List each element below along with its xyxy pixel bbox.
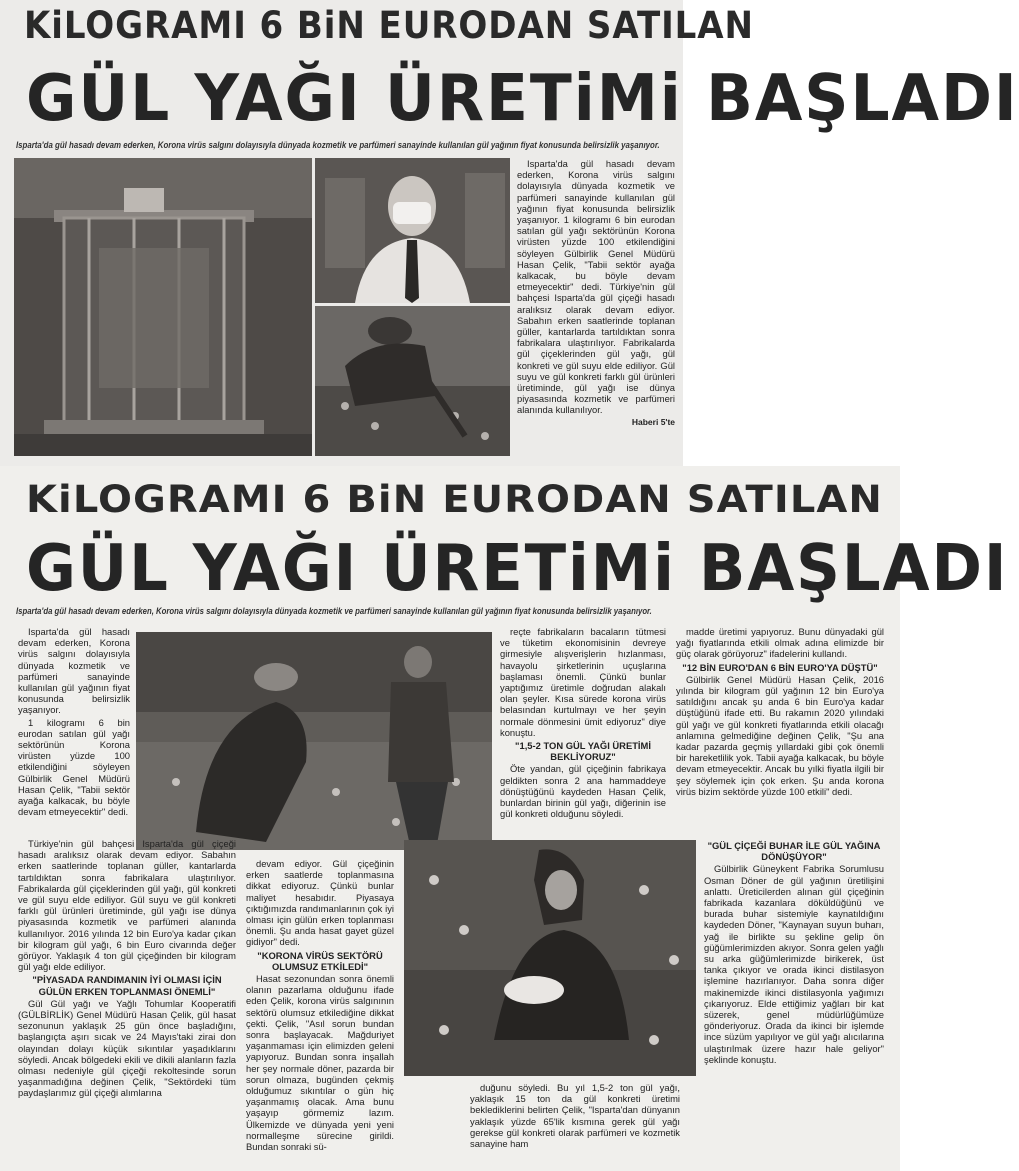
clip2-column-4-lower [704, 838, 884, 1170]
distillation-vessel-photo [14, 158, 312, 456]
clip2-col2-para1: devam ediyor. Gül çiçeğinin erken saatlerde toplanmasına dikkat ediyoruz. Çünkü bunlar maliyet hesabıdır. Piyasaya çıktığımızda randımanlarının çok iyi olması için gülün erken toplanması önemli. Şu anda hasat gayet güzel gidiyor" dedi. [246, 858, 394, 948]
clip2-col1-intro: Isparta'da gül hasadı devam ederken, Korona virüs salgını dolayısıyla dünyada kozmetik ve parfümeri sanayinde kullanılan gül yağının fiyat konusunda belirsizlik yaşanıyor. [18, 626, 130, 716]
clip2-col1-para4: Gül Gül yağı ve Yağlı Tohumlar Kooperatifi (GÜLBİRLİK) Genel Müdürü Hasan Çelik, gül hasat sezonunun yaklaşık 25 gün önce başladığını, başlangıçta aşırı sıcak ve 24 Mayıs'taki zirai don olayından dolayı küçük sıkıntılar yaşadıklarını söyledi. Ancak bölgedeki ekili ve dikili alanların fazla olması nedeniyle gül çiçeği rekoltesinde sorun yaşanmadığına değinen Çelik, "Sektördeki tüm paydaşlarımız gül çiçeği alımlarına [18, 997, 236, 1099]
summary-1: Isparta'da gül hasadı devam ederken, Korona virüs salgını dolayısıyla dünyada kozmetik ve parfümeri sanayinde kullanılan gül yağının fiyat konusunda belirsizlik yaşanıyor. [16, 140, 660, 151]
clip2-col3-para3: duğunu söyledi. Bu yıl 1,5-2 ton gül yağı, yaklaşık 15 ton da gül konkreti üretimi beklediklerini belirten Çelik, "Isparta'dan dünyanın yaklaşık yüzde 65'lik kısmına gerek gül yağı gerekse gül konkreti olarak parfümeri ve kozmetik sanayine ham [470, 1082, 680, 1150]
clip2-col4-para2: Gülbirlik Genel Müdürü Hasan Çelik, 2016 yılında bir kilogram gül yağının 12 bin Euro'ya satıldığını ancak şu anda 6 bin Euro'ya kadar düştüğünü ifade etti. Bu rakamın 2020 yılındaki gül yağı ve gül konkreti fiyatlarında etkili olacağı anlamına gelmediğine değinen Çelik, "Şu ana kadar pazarda geçmiş yıllardaki gibi çok önemli bir hareketlilik yok. Tabii ayağa kalkacak, bu böyle devam etmeyecektir. Ancak bu yılki fiyatla ilgili bir şey söylemek için çok erken. Şu anda korona virüs bizim sektörde yüzde 100 etkili" dedi. [676, 673, 884, 797]
clip2-column-4 [676, 626, 884, 836]
subhead-korona: "KORONA VİRÜS SEKTÖRÜ OLUMSUZ ETKİLEDİ" [257, 949, 383, 972]
kicker-1: KiLOGRAMI 6 BiN EURODAN SATILAN [24, 4, 754, 47]
clip2-col4-para3: Gülbirlik Güneykent Fabrika Sorumlusu Osman Döner de gül yağının üretilişini anlattı. Üreticilerden alınan gül çiçeğinin fabrikada kazanlara döküldüğünü ve burada buhar sistemiyle kaynatıldığını kaydeden Döner, "Kaynayan suyun buharı, yağ ile birlikte su şekline gelip ön güğümlerimizden akıyor. Sonra gelen yağlı su arka güğümlerimizde birikerek, üst tanka çıkıyor ve orada ikinci distilasyon işlemine hazırlanıyor. Daha sonra diğer makinemizde ikinci distilasyonla yağımızı çıkarıyoruz. Elde ettiğimiz yağları bir kat süzerek, genel müdürlüğümüze gönderiyoruz. Orada da ikinci bir işlemde ince süzüm yapılıyor ve gül yağı alıcılarına ulaştırılmak üzere hazır hale geliyor" şeklinde konuştu. [704, 863, 884, 1065]
clip1-body-text: Isparta'da gül hasadı devam ederken, Korona virüs salgını dolayısıyla dünyada kozmetik ve parfümeri sanayinde kullanılan gül yağının fiyat konusunda belirsizlik yaşanıyor. 1 kilogramı 6 bin eurodan satılan gül yağı sektörünün Korona virüsten yüzde 100 etkilendiğini söyleyen Gülbirlik Genel Müdürü Hasan Çelik, "Tabii sektör ayağa kalkacak, bu böyle devam etmeyecektir" dedi. Türkiye'nin gül bahçesi Isparta'da gül çiçeği hasadı aralıksız olarak devam ediyor. Sabahın erken saatlerinde toplanan güller, kantarlarda tartıldıktan sonra fabrikalara ulaştırılıyor. Fabrikalarda gül çiçeklerinden gül yağı, gül konkreti ve gül suyu elde ediliyor. Gül suyu ve gül konkreti farklı gül ürünleri üretiminde, gül yağı ise dünya piyasasında kozmetik ve parfümeri alanında kullanılıyor. [517, 158, 675, 416]
clip2-col2-para2: Hasat sezonundan sonra önemli olanın pazarlama olduğunu ifade eden Çelik, korona virüs salgınının sektörü olumsuz etkilediğine dikkat çekti. Çelik, "Asıl sorun bundan sonra başlayacak. Mağduriyet yaşanmaması için elimizden geleni yapıyoruz. Bundan sonra inşallah her şey normale döner, pazarda bir sorun olmaza, bugünden çekmiş olduğumuz sıkıntılar o gün hiç yaşanmamış olacak. Ama bunu yaşayıp görmemiz lazım. Ülkemizde ve dünyada yeni yeni normalleşme sürecine girildi. Bundan sonraki sü- [246, 973, 394, 1153]
subhead-euro: "12 BİN EURO'DAN 6 BİN EURO'YA DÜŞTÜ" [682, 661, 878, 673]
clip2-column-3-lower [470, 1082, 680, 1170]
headline-2: GÜL YAĞI ÜRETiMi BAŞLADI [26, 532, 1009, 606]
clip2-col3-para2: Öte yandan, gül çiçeğinin fabrikaya geldikten sonra 2 ana hammaddeye dönüştüğünü kaydeden Hasan Çelik, bunlardan birinin gül yağı, diğerinin ise gül konkreti olduğunu söyledi. [500, 763, 666, 820]
masked-official-photo [315, 158, 510, 303]
clip2-col3-para1: reçte fabrikaların bacaların tütmesi ve tüketim ekonomisinin devreye girmesiyle alışverişlerin hızlanması, havayolu şirketlerinin uçuşlarına başlaması önemli. Çünkü bunlar yaptığımız üretimle doğrudan alakalı olan şeyler. Kısa sürede korona virüs belasından kurtulmayı ve her şeyin normale dönmesini ümit ediyoruz" diye konuştu. [500, 626, 666, 738]
rose-picker-photo [315, 306, 510, 456]
clip1-body-column [517, 158, 675, 458]
clip2-col4-para1: madde üretimi yapıyoruz. Bunu dünyadaki gül yağı fiyatlarında etkili olmak adına elimizde bir güç olarak görüyoruz" ifadelerini kullandı. [676, 626, 884, 660]
subhead-randiman: "PİYASADA RANDIMANIN İYİ OLMASI İÇİN GÜLÜN ERKEN TOPLANMASI ÖNEMLİ" [32, 974, 222, 997]
clip2-column-1 [18, 626, 130, 836]
clip2-col1-para3: Türkiye'nin gül bahçesi Isparta'da gül çiçeği hasadı aralıksız olarak devam ediyor. Sabahın erken saatlerinde toplanan güller, kantarlarda tartıldıktan sonra fabrikalara ulaştırılıyor. Fabrikalarda gül çiçeklerinden gül yağı, gül konkreti ve gül suyu elde ediliyor. Gül suyu ve gül konkreti farklı gül ürünleri üretiminde, gül yağı ise dünya piyasasında kozmetik ve parfümeri alanında kullanılıyor. 2016 yılında 12 bin Euro'ya kadar çıkan bir kilogram gül yağı, 6 bin Euro civarında değer görüyor. Yaklaşık 4 ton gül çiçeğinden bir kilogram gül yağı elde ediliyor. [18, 838, 236, 973]
woman-picking-roses-photo [404, 840, 696, 1076]
headline-1: GÜL YAĞI ÜRETiMi BAŞLADI [26, 62, 1019, 136]
clip2-column-1-lower [18, 838, 236, 1170]
subhead-buhar: "GÜL ÇİÇEĞİ BUHAR İLE GÜL YAĞINA DÖNÜŞÜYOR" [707, 840, 881, 863]
subhead-uretim: "1,5-2 TON GÜL YAĞI ÜRETİMİ BEKLİYORUZ" [515, 740, 651, 763]
clip1-page-reference: Haberi 5'te [631, 416, 675, 427]
newspaper-clipping-2 [0, 466, 1009, 1171]
kicker-2: KiLOGRAMI 6 BiN EURODAN SATILAN [26, 478, 883, 521]
newspaper-clipping-1 [0, 0, 1019, 466]
clip2-col1-para2: 1 kilogramı 6 bin eurodan satılan gül yağı sektörünün Korona virüsten yüzde 100 etkilendiğini söyleyen Gülbirlik Genel Müdürü Hasan Çelik, "Tabii sektör ayağa kalkacak, bu böyle devam etmeyecektir" dedi. [18, 716, 130, 818]
clip2-column-2 [246, 858, 394, 1170]
rose-field-pickers-photo [136, 632, 492, 850]
clip2-column-3 [500, 626, 666, 836]
summary-2: Isparta'da gül hasadı devam ederken, Korona virüs salgını dolayısıyla dünyada kozmetik ve parfümeri sanayinde kullanılan gül yağının fiyat konusunda belirsizlik yaşanıyor. [16, 606, 652, 617]
